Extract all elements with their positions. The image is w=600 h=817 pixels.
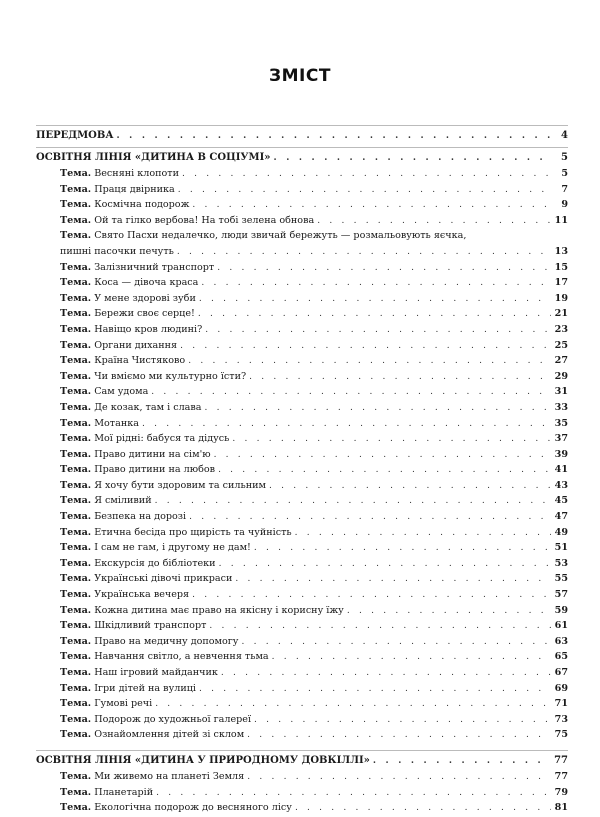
- topic-prefix: Тема.: [60, 448, 92, 460]
- topic-title: Етична бесіда про щирість та чуйність: [94, 526, 292, 538]
- entry-label: [60, 696, 152, 712]
- page-number: 37: [554, 433, 568, 445]
- section-label: ОСВІТНЯ ЛІНІЯ «ДИТИНА У ПРИРОДНОМУ ДОВКІЛЛІ»: [36, 754, 370, 766]
- topic-title: Свято Пасхи недалечко, люди звичай бережуть — розмальовують яєчка,: [94, 230, 467, 242]
- leader-dots: [178, 183, 551, 199]
- toc-entry[interactable]: [36, 228, 568, 244]
- topic-prefix: Тема.: [60, 667, 92, 678]
- section-label: ОСВІТНЯ ЛІНІЯ «ДИТИНА В СОЦІУМІ»: [36, 152, 271, 163]
- page-number: 21: [554, 308, 568, 320]
- topic-prefix: Тема.: [60, 230, 92, 242]
- toc-section-header[interactable]: [36, 147, 568, 166]
- entry-label: [60, 478, 266, 494]
- entry-label: [60, 634, 238, 650]
- topic-prefix: Тема.: [60, 770, 92, 782]
- entry-label: [60, 556, 216, 572]
- page-number: 57: [554, 589, 568, 601]
- page-number: 77: [554, 770, 568, 782]
- topic-title: Навчання світло, а невчення тьма: [94, 651, 269, 663]
- leader-dots: [295, 526, 551, 542]
- topic-prefix: Тема.: [60, 464, 92, 476]
- topic-title: У мене здорові зуби: [94, 292, 196, 304]
- topic-title: Я хочу бути здоровим та сильним: [94, 479, 266, 491]
- entry-label: [60, 306, 195, 322]
- page-number: 79: [554, 786, 568, 798]
- entry-label: [60, 800, 292, 816]
- page-number: 43: [554, 479, 568, 491]
- toc-entry[interactable]: [36, 291, 568, 307]
- page-number: 69: [554, 682, 568, 694]
- toc-entry[interactable]: [36, 166, 568, 182]
- topic-title: Навіщо кров людині?: [94, 323, 203, 335]
- toc-entry[interactable]: [36, 493, 568, 509]
- topic-prefix: Тема.: [60, 370, 92, 382]
- topic-title: Екскурсія до бібліотеки: [94, 557, 216, 569]
- page-title: ЗМІСТ: [269, 66, 331, 86]
- topic-title: Ігри дітей на вулиці: [94, 682, 196, 694]
- leader-dots: [221, 666, 551, 682]
- leader-dots: [247, 728, 551, 744]
- entry-label: [60, 649, 269, 665]
- topic-title: Залізничний транспорт: [94, 261, 215, 273]
- entry-label: [60, 571, 232, 587]
- topic-title: Бережи своє серце!: [94, 308, 195, 320]
- toc-entry[interactable]: [36, 603, 568, 619]
- toc-entry[interactable]: [36, 447, 568, 463]
- toc-entry[interactable]: [36, 540, 568, 556]
- page-number: 7: [561, 183, 568, 195]
- toc-entry[interactable]: [36, 727, 568, 743]
- page-number: 51: [554, 542, 568, 554]
- page-number: 61: [554, 620, 568, 632]
- leader-dots: [249, 370, 551, 386]
- topic-prefix: Тема.: [60, 277, 92, 289]
- leader-dots: [142, 417, 551, 433]
- topic-prefix: Тема.: [60, 635, 92, 647]
- topic-prefix: Тема.: [60, 417, 92, 429]
- topic-title: Безпека на дорозі: [94, 511, 187, 523]
- topic-prefix: Тема.: [60, 511, 92, 523]
- entry-label: [60, 712, 251, 728]
- topic-prefix: Тема.: [60, 604, 92, 616]
- entry-label: ПЕРЕДМОВА: [36, 130, 114, 141]
- topic-title: Де козак, там і слава: [94, 401, 202, 413]
- topic-prefix: Тема.: [60, 620, 92, 632]
- page-number: 31: [554, 386, 568, 398]
- entry-label: [60, 727, 244, 743]
- topic-title: Подорож до художньої галереї: [94, 713, 252, 725]
- topic-title: Коса — дівоча краса: [94, 277, 199, 289]
- entry-label: [60, 587, 189, 603]
- topic-title: Я сміливий: [94, 495, 152, 507]
- topic-title: Кожна дитина має право на якісну і корисну їжу: [94, 604, 344, 616]
- leader-dots: [116, 128, 551, 144]
- topic-title: Весняні клопоти: [94, 168, 180, 179]
- topic-prefix: Тема.: [60, 199, 92, 211]
- toc-entry[interactable]: [36, 197, 568, 213]
- page-number: 63: [554, 635, 568, 647]
- table-of-contents: [36, 122, 568, 816]
- entry-label: [60, 369, 246, 385]
- entry-label: [60, 447, 211, 463]
- leader-dots: [189, 510, 551, 526]
- page-number: 47: [554, 511, 568, 523]
- entry-label: [60, 509, 186, 525]
- toc-entry[interactable]: [36, 665, 568, 681]
- page-number: 5: [561, 168, 568, 179]
- section-topics: [36, 769, 568, 816]
- leader-dots: [269, 479, 551, 495]
- leader-dots: [177, 245, 551, 261]
- topic-prefix: Тема.: [60, 526, 92, 538]
- entry-label: [60, 353, 185, 369]
- topic-prefix: Тема.: [60, 433, 92, 445]
- leader-dots: [201, 276, 551, 292]
- topic-title: І сам не гам, і другому не дам!: [94, 542, 251, 554]
- toc-entry[interactable]: [36, 384, 568, 400]
- topic-title-continuation: пишні пасочки печуть: [60, 245, 174, 257]
- leader-dots: [254, 713, 551, 729]
- topic-prefix: Тема.: [60, 729, 92, 741]
- leader-dots: [317, 214, 551, 230]
- topic-prefix: Тема.: [60, 214, 92, 226]
- topic-prefix: Тема.: [60, 557, 92, 569]
- topic-title: Гумові речі: [94, 698, 153, 710]
- entry-label: [60, 540, 251, 556]
- toc-entry[interactable]: [36, 800, 568, 816]
- topic-prefix: Тема.: [60, 495, 92, 507]
- toc-entry[interactable]: [36, 681, 568, 697]
- topic-title: Чи вміємо ми культурно їсти?: [94, 370, 247, 382]
- page-number: 41: [554, 464, 568, 476]
- entry-label: [60, 322, 202, 338]
- page-number: 53: [554, 557, 568, 569]
- page-number: 35: [554, 417, 568, 429]
- entry-label: [60, 525, 292, 541]
- leader-dots: [254, 541, 551, 557]
- page-number: 17: [554, 277, 568, 289]
- page-number: 4: [561, 130, 568, 141]
- topic-prefix: Тема.: [60, 401, 92, 413]
- leader-dots: [198, 307, 551, 323]
- page-number: 11: [554, 214, 568, 226]
- topic-prefix: Тема.: [60, 786, 92, 798]
- leader-dots: [241, 635, 551, 651]
- page-number: 55: [554, 573, 568, 585]
- topic-title: Право на медичну допомогу: [94, 635, 239, 647]
- toc-entry[interactable]: [36, 213, 568, 229]
- page-number: 59: [554, 604, 568, 616]
- toc-entry[interactable]: [36, 571, 568, 587]
- toc-entry[interactable]: [36, 306, 568, 322]
- topic-title: Право дитини на любов: [94, 464, 216, 476]
- page-number: 33: [554, 401, 568, 413]
- leader-dots: [192, 588, 551, 604]
- topic-prefix: Тема.: [60, 682, 92, 694]
- topic-prefix: Тема.: [60, 542, 92, 554]
- entry-label: [60, 618, 206, 634]
- toc-entry[interactable]: [36, 618, 568, 634]
- toc-entry[interactable]: [36, 712, 568, 728]
- page-number: 49: [554, 526, 568, 538]
- page-number: 75: [554, 729, 568, 741]
- toc-entry[interactable]: [36, 525, 568, 541]
- toc-entry[interactable]: [36, 338, 568, 354]
- topic-prefix: Тема.: [60, 713, 92, 725]
- toc-entry[interactable]: [36, 369, 568, 385]
- page-number: 45: [554, 495, 568, 507]
- toc-entry[interactable]: [36, 431, 568, 447]
- toc-entry-preface[interactable]: [36, 125, 568, 144]
- topic-title: Наш ігровий майданчик: [94, 667, 218, 678]
- toc-entry[interactable]: [36, 556, 568, 572]
- leader-dots: [156, 786, 551, 802]
- leader-dots: [218, 463, 551, 479]
- entry-label: [60, 166, 179, 182]
- entry-label: [60, 260, 214, 276]
- leader-dots: [217, 261, 551, 277]
- topic-prefix: Тема.: [60, 355, 92, 367]
- page-number: 67: [554, 667, 568, 678]
- leader-dots: [182, 167, 551, 183]
- page-number: 65: [554, 651, 568, 663]
- leader-dots: [347, 604, 551, 620]
- entry-label: [60, 769, 244, 785]
- topic-prefix: Тема.: [60, 698, 92, 710]
- topic-title: Шкідливий транспорт: [94, 620, 207, 632]
- topic-prefix: Тема.: [60, 573, 92, 585]
- entry-label: [60, 228, 466, 244]
- page-number: 13: [554, 245, 568, 257]
- page-number: 39: [554, 448, 568, 460]
- topic-title: Ой та гілко вербова! На тобі зелена обнова: [94, 214, 315, 226]
- toc-entry[interactable]: [36, 400, 568, 416]
- topic-prefix: Тема.: [60, 802, 92, 814]
- entry-label: [60, 681, 196, 697]
- topic-title: Ознайомлення дітей зі склом: [94, 729, 245, 741]
- topic-title: Космічна подорож: [94, 199, 190, 211]
- toc-entry[interactable]: [36, 769, 568, 785]
- topic-title: Країна Чистяково: [94, 355, 186, 367]
- topic-prefix: Тема.: [60, 386, 92, 398]
- entry-label: [60, 197, 189, 213]
- leader-dots: [272, 650, 551, 666]
- entry-label: [60, 291, 196, 307]
- topic-title: Мої рідні: бабуся та дідусь: [94, 433, 230, 445]
- page-number: 15: [554, 261, 568, 273]
- leader-dots: [373, 753, 551, 769]
- topic-prefix: Тема.: [60, 589, 92, 601]
- toc-entry[interactable]: [36, 462, 568, 478]
- entry-label: [60, 493, 152, 509]
- topic-title: Українські дівочі прикраси: [94, 573, 233, 585]
- leader-dots: [295, 801, 551, 817]
- page-number: 27: [554, 355, 568, 367]
- toc-entry[interactable]: [36, 509, 568, 525]
- toc-entry[interactable]: [36, 696, 568, 712]
- leader-dots: [199, 682, 551, 698]
- leader-dots: [180, 339, 551, 355]
- leader-dots: [274, 150, 551, 166]
- topic-title: Право дитини на сім'ю: [94, 448, 211, 460]
- topic-prefix: Тема.: [60, 292, 92, 304]
- toc-entry[interactable]: [36, 634, 568, 650]
- toc-entry[interactable]: [36, 260, 568, 276]
- leader-dots: [214, 448, 551, 464]
- topic-title: Праця двірника: [94, 183, 175, 195]
- toc-section-header[interactable]: [36, 750, 568, 769]
- entry-label: [60, 275, 198, 291]
- topic-title: Екологічна подорож до весняного лісу: [94, 802, 292, 814]
- page-number: 9: [561, 199, 568, 211]
- entry-label: [60, 400, 202, 416]
- topic-prefix: Тема.: [60, 339, 92, 351]
- page-number: 71: [554, 698, 568, 710]
- entry-label: [60, 431, 229, 447]
- page-number: 81: [554, 802, 568, 814]
- page-number: 77: [554, 754, 568, 766]
- toc-entry[interactable]: [36, 416, 568, 432]
- page-number: 25: [554, 339, 568, 351]
- leader-dots: [205, 401, 551, 417]
- entry-label: [60, 338, 177, 354]
- toc-entry[interactable]: [36, 478, 568, 494]
- page-number: 73: [554, 713, 568, 725]
- page-number: 5: [561, 152, 568, 163]
- page-number: 19: [554, 292, 568, 304]
- leader-dots: [205, 323, 551, 339]
- topic-title: Сам удома: [94, 386, 149, 398]
- entry-label: [60, 384, 148, 400]
- toc-entry[interactable]: [36, 322, 568, 338]
- leader-dots: [155, 494, 551, 510]
- section-topics: [36, 166, 568, 743]
- leader-dots: [219, 557, 551, 573]
- toc-entry[interactable]: [36, 785, 568, 801]
- leader-dots: [209, 619, 551, 635]
- topic-title: Планетарій: [94, 786, 154, 798]
- page-number: 23: [554, 323, 568, 335]
- leader-dots: [192, 198, 551, 214]
- topic-title: Мотанка: [94, 417, 139, 429]
- topic-title: Органи дихання: [94, 339, 178, 351]
- topic-title: Ми живемо на планеті Земля: [94, 770, 245, 782]
- leader-dots: [188, 354, 551, 370]
- leader-dots: [247, 770, 551, 786]
- toc-entry[interactable]: [36, 182, 568, 198]
- toc-entry[interactable]: [36, 353, 568, 369]
- topic-prefix: Тема.: [60, 308, 92, 320]
- topic-prefix: Тема.: [60, 479, 92, 491]
- leader-dots: [155, 697, 551, 713]
- leader-dots: [235, 572, 551, 588]
- toc-entry[interactable]: [36, 275, 568, 291]
- toc-entry[interactable]: [36, 587, 568, 603]
- topic-prefix: Тема.: [60, 168, 92, 179]
- topic-title: Українська вечеря: [94, 589, 190, 601]
- entry-label: [60, 785, 153, 801]
- leader-dots: [151, 385, 551, 401]
- topic-prefix: Тема.: [60, 183, 92, 195]
- entry-label: [60, 182, 175, 198]
- topic-prefix: Тема.: [60, 323, 92, 335]
- leader-dots: [199, 292, 551, 308]
- entry-label: [60, 665, 218, 681]
- page-number: 29: [554, 370, 568, 382]
- entry-label: [60, 603, 344, 619]
- entry-label: [60, 416, 139, 432]
- topic-prefix: Тема.: [60, 261, 92, 273]
- topic-prefix: Тема.: [60, 651, 92, 663]
- entry-label: [60, 462, 215, 478]
- entry-label: [60, 213, 314, 229]
- toc-entry[interactable]: [36, 649, 568, 665]
- leader-dots: [232, 432, 551, 448]
- toc-entry-continuation[interactable]: [36, 244, 568, 260]
